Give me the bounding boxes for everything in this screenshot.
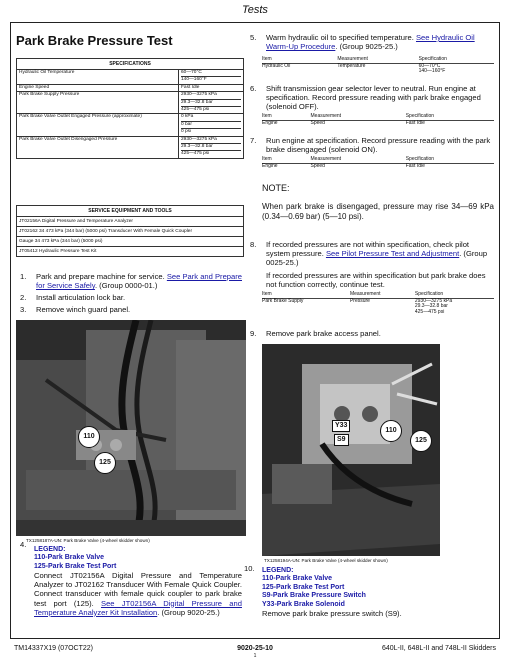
valve-illustration: [262, 344, 440, 556]
col-header: Item: [262, 292, 350, 298]
cell: 60—70°C: [418, 62, 441, 69]
legend-item: 125-Park Brake Test Port: [262, 583, 345, 591]
callout-125: 125: [94, 452, 116, 474]
cell: Temperature: [337, 62, 366, 69]
legend-title: LEGEND:: [262, 567, 294, 574]
tool-item: JT02162 34 473 kPa (344 bar) (5000 psi) Transducer With Female Quick Coupler: [17, 227, 244, 237]
cell: Park Brake Supply: [262, 297, 304, 304]
legend-right: [262, 567, 366, 609]
spec-table-step7: [262, 157, 494, 169]
step-text-after: . (Group 0000-01.): [94, 281, 158, 291]
legend-item: 110-Park Brake Valve: [262, 575, 333, 583]
tools-heading: SERVICE EQUIPMENT AND TOOLS: [17, 206, 244, 217]
park-and-prepare-link[interactable]: See Park and Prepare for Service Safely: [36, 272, 242, 291]
callout-110: 110: [78, 426, 100, 448]
pilot-pressure-link[interactable]: See Pilot Pressure Test and Adjustment: [325, 249, 460, 259]
cell: Hydraulic Oil: [262, 62, 291, 69]
col-header: Measurement: [337, 57, 418, 63]
step-text-after: . (Group 9020-25.): [157, 607, 220, 617]
step-text: Park and prepare machine for service.: [36, 272, 165, 281]
spec-value: 0 bar: [181, 122, 241, 129]
step-text-after: . (Group 0025-25.): [266, 249, 488, 268]
tool-item: JT05412 Hydraulic Pressure Test Kit: [17, 247, 244, 257]
specifications-heading: SPECIFICATIONS: [17, 59, 244, 70]
spec-item: Hydraulic Oil Temperature: [17, 70, 179, 85]
section-title: Park Brake Pressure Test: [16, 33, 173, 48]
step-number: 3.: [20, 305, 27, 314]
spec-values: [179, 114, 244, 136]
step-text: Remove park brake access panel.: [266, 329, 381, 338]
page-header-title: Tests: [242, 4, 268, 16]
figure-caption-right: TX1258194A-UN: Park Brake Valve (4-wheel skidder shown): [264, 558, 388, 563]
spec-value: 425—475 psi: [181, 151, 210, 157]
cell: Speed: [310, 119, 325, 126]
col-header: Specification: [419, 57, 494, 63]
tag-s9: S9: [334, 434, 349, 446]
spec-table-step5: [262, 57, 494, 75]
step-text: Warm hydraulic oil to specified temperature.: [266, 33, 414, 42]
step-2: [20, 293, 246, 302]
step-text: Remove winch guard panel.: [36, 305, 131, 314]
spec-value: 0 psi: [181, 129, 192, 135]
legend-title: LEGEND:: [34, 546, 66, 553]
step-number: 10.: [244, 564, 255, 573]
callout-110: 110: [380, 420, 402, 442]
step-number: 5.: [250, 33, 257, 42]
tool-row: [17, 237, 244, 247]
park-brake-valve-photo-right: [262, 344, 440, 556]
col-header: Item: [262, 157, 311, 163]
right-border: [499, 22, 500, 638]
footer-sheet: 1: [253, 653, 257, 659]
step-number: 7.: [250, 136, 257, 145]
spec-item: Park Brake Supply Pressure: [17, 92, 179, 114]
note-label: NOTE:: [262, 183, 290, 193]
step-text: Shift transmission gear selector lever to neutral. Run engine at specification. Record pressure reading with park brake engaged (solenoid OFF).: [266, 84, 481, 112]
header-rule: [10, 22, 500, 23]
cell: Fast Idle: [405, 162, 425, 169]
spec-value: 140—160°F: [181, 77, 207, 83]
cell: Speed: [310, 162, 325, 169]
cell: Engine: [262, 162, 278, 169]
step-1: [20, 272, 246, 290]
spec-value: 29.3—32.8 bar: [181, 100, 241, 107]
col-header: Specification: [406, 114, 494, 120]
spec-values: [179, 136, 244, 158]
col-header: Measurement: [311, 114, 406, 120]
spec-value: 425—475 psi: [181, 107, 210, 113]
footer-page-number: 9020-25-10: [237, 645, 273, 652]
col-header: Measurement: [311, 157, 406, 163]
spec-value: 29.3—32.8 bar: [181, 144, 241, 151]
col-header: Specification: [406, 157, 494, 163]
left-border: [10, 22, 11, 638]
specifications-table: [16, 58, 244, 159]
machine-illustration: [16, 320, 246, 536]
tools-table: [16, 205, 244, 257]
tool-item: Gauge 34 473 kPa (344 bar) (5000 psi): [17, 237, 244, 247]
spec-value: 2930—3275 kPa: [181, 137, 241, 144]
cell: Pressure: [349, 297, 370, 304]
tool-row: [17, 217, 244, 227]
spec-row: [17, 114, 244, 136]
spec-item: Park Brake Valve Outlet Disengaged Pressure: [17, 136, 179, 158]
spec-row: [17, 92, 244, 114]
step-8: [250, 240, 494, 268]
note-text: When park brake is disengaged, pressure may rise 34—69 kPa (0.34—0.69 bar) (5—10 psi).: [262, 202, 494, 221]
spec-table-step6: [262, 114, 494, 126]
footer-rule: [10, 638, 500, 639]
spec-table-step8: [262, 292, 494, 315]
cell: 425—475 psi: [414, 308, 445, 315]
step-4-body: [34, 571, 242, 617]
step-text: Connect JT02156A Digital Pressure and Temperature Analyzer to JT02162 Transducer With Female Quick Coupler. Connect transducer with female quick coupler to park brake test port (125).: [34, 571, 242, 608]
step-text: Run engine at specification. Record pressure reading with the park brake disengaged (solenoid ON).: [266, 136, 491, 155]
step-9: [250, 329, 494, 338]
spec-row: [17, 70, 244, 85]
cell: 2930—3275 kPa: [414, 297, 453, 304]
step-7: [250, 136, 494, 154]
legend-item: Y33-Park Brake Solenoid: [262, 600, 345, 608]
spec-value: 0 kPa: [181, 114, 241, 121]
spec-values: [179, 92, 244, 114]
col-header: Item: [262, 57, 337, 63]
spec-row: [17, 84, 244, 91]
cell: 29.3—32.8 bar: [414, 303, 448, 310]
footer-model: 640L-II, 648L-II and 748L-II Skidders: [381, 645, 496, 652]
step-text: If recorded pressures are not within specification, check pilot system pressure.: [266, 240, 470, 259]
step-number: 9.: [250, 329, 257, 338]
tool-item: JT02156A Digital Pressure and Temperature Analyzer: [17, 217, 244, 227]
park-brake-valve-photo-left: [16, 320, 246, 536]
step-5: [250, 33, 494, 51]
footer-doc-id: TM14337X19 (07OCT22): [14, 645, 93, 652]
col-header: Item: [262, 114, 311, 120]
spec-item: Park Brake Valve Outlet Engaged Pressure (approximate): [17, 114, 179, 136]
cell: Engine: [262, 119, 278, 126]
legend-item: 110-Park Brake Valve: [34, 554, 105, 562]
tag-y33: Y33: [332, 420, 350, 432]
col-header: Measurement: [350, 292, 415, 298]
step-10-body: Remove park brake pressure switch (S9).: [262, 609, 402, 618]
step-text: Install articulation lock bar.: [36, 293, 126, 302]
step-number: 2.: [20, 293, 27, 302]
step-3: [20, 305, 246, 314]
spec-values: [179, 70, 244, 85]
legend-item: 125-Park Brake Test Port: [34, 562, 117, 570]
spec-value: 60—70°C: [181, 70, 241, 77]
step-6: [250, 84, 494, 112]
step-text-after: . (Group 9025-25.): [335, 42, 398, 52]
cell: Fast Idle: [405, 119, 425, 126]
figure-caption-left: TX1258187A-UN: Park Brake Valve (4-wheel skidder shown): [26, 538, 150, 543]
spec-value: 2930—3275 kPa: [181, 92, 241, 99]
step-8-continued: If recorded pressures are within specification but park brake does not function correctly, continue test.: [266, 271, 486, 290]
spec-value: Fast Idle: [181, 84, 200, 90]
spec-item: Engine Speed: [17, 84, 179, 91]
spec-row: [17, 136, 244, 158]
legend-item: S9-Park Brake Pressure Switch: [262, 592, 366, 600]
spec-values: [179, 84, 244, 91]
cell: 140—160°F: [418, 68, 446, 75]
warm-up-procedure-link[interactable]: See Hydraulic Oil Warm-Up Procedure: [266, 33, 475, 52]
step-number: 4.: [20, 540, 27, 549]
legend-left: [34, 546, 116, 571]
callout-125: 125: [410, 430, 432, 452]
step-number: 1.: [20, 272, 27, 281]
tool-row: [17, 247, 244, 257]
col-header: Specification: [415, 292, 494, 298]
tool-row: [17, 227, 244, 237]
step-number: 8.: [250, 240, 257, 249]
step-number: 6.: [250, 84, 257, 93]
analyzer-installation-link[interactable]: See JT02156A Digital Pressure and Temperature Analyzer Kit Installation: [34, 598, 242, 617]
